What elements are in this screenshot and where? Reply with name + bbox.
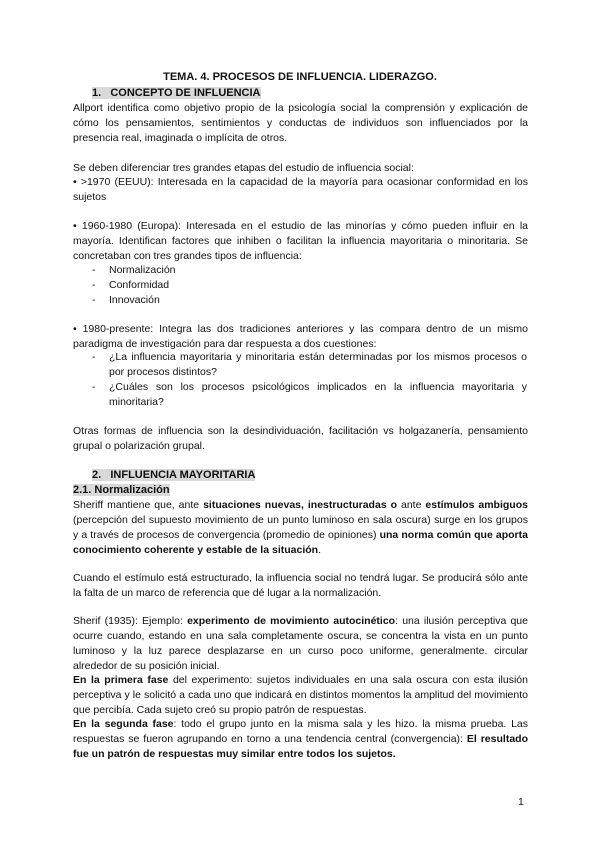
paragraph-other-forms: Otras formas de influencia son la desindividuación, facilitación vs holgazanería, pensamiento grupal o polarización grupal.	[73, 425, 528, 452]
paragraph-sheriff	[73, 498, 528, 558]
subsection-2-1-heading	[73, 483, 170, 498]
bullet-stage-1980-present: • 1980-presente: Integra las dos tradiciones anteriores y las compara dentro de un mismo paradigma de investigación para dar respuesta a dos cuestiones:	[73, 323, 528, 350]
bold-run: En la segunda fase	[73, 718, 174, 730]
section-1-title: CONCEPTO DE INFLUENCIA	[110, 87, 261, 99]
section-1-number: 1.	[92, 87, 102, 99]
bold-run: experimento de movimiento autocinético	[187, 615, 396, 627]
paragraph-structured-stimulus: Cuando el estímulo está estructurado, la influencia social no tendrá lugar. Se producirá sólo ante la falta de un marco de referencia que dé lugar a la normalización.	[73, 572, 528, 599]
paragraph-sherif-example	[73, 614, 528, 674]
paragraph-first-phase	[73, 673, 528, 718]
bold-run: una norma común que aporta conocimiento coherente y estable de la situación	[73, 529, 528, 556]
bold-run: estímulos ambiguos	[425, 499, 528, 511]
text-run: .	[318, 544, 321, 556]
section-1-heading	[92, 86, 261, 101]
question-item: ¿La influencia mayoritaria y minoritaria están determinadas por los mismos procesos o por procesos distintos?	[109, 351, 527, 378]
paragraph-allport: Allport identifica como objetivo propio de la psicología social la comprensión y explicación de cómo los pensamientos, sentimientos y conductas de individuos son influenciados por la presencia real, imaginada o implícita de otros.	[73, 102, 528, 144]
bullet-stage-1960-1980: • 1960-1980 (Europa): Interesada en el estudio de las minorías y cómo pueden influir en la mayoría. Identifican factores que inhiben o facilitan la influencia mayoritaria o minoritaria. Se concretaban con tres grandes tipos de influencia:	[73, 220, 528, 262]
text-run: Sherif (1935): Ejemplo:	[73, 615, 188, 627]
paragraph-stages-intro: Se deben diferenciar tres grandes etapas del estudio de influencia social:	[73, 162, 414, 174]
bold-run: situaciones nuevas, inestructuradas o	[203, 499, 398, 511]
dash-marker: -	[92, 294, 96, 306]
dash-marker: -	[92, 351, 96, 363]
text-run: ante	[397, 499, 426, 511]
dash-marker: -	[92, 264, 96, 276]
paragraph-second-phase	[73, 717, 528, 762]
question-item: ¿Cuáles son los procesos psicológicos implicados en la influencia mayoritaria y minoritaria?	[109, 381, 527, 408]
bold-run: En la primera fase	[73, 674, 169, 686]
text-run: Sheriff mantiene que, ante	[73, 499, 204, 511]
page-number: 1	[518, 796, 524, 808]
text-run: : una ilusión perceptiva que ocurre cuando, estando en una sala completamente oscura, se concentra la vista en un punto luminoso y la luz parece desplazarse en un curso poco uniforme, generalmente. circular alrededor de su posición inicial.	[73, 615, 528, 672]
influence-type-item: Innovación	[109, 294, 160, 306]
document-title: TEMA. 4. PROCESOS DE INFLUENCIA. LIDERAZGO.	[163, 71, 437, 83]
section-2-number: 2.	[92, 469, 102, 481]
bullet-stage-1970: • >1970 (EEUU): Interesada en la capacidad de la mayoría para ocasionar conformidad en los sujetos	[73, 176, 528, 203]
influence-type-item: Conformidad	[109, 279, 170, 291]
bold-run: El resultado fue un patrón de respuestas muy similar entre todos los sujetos.	[73, 733, 528, 760]
section-2-title: INFLUENCIA MAYORITARIA	[110, 469, 256, 481]
text-run: : todo el grupo junto en la misma sala y les hizo. la misma prueba. Las respuestas se fueron agrupando en torno a una tendencia central (convergencia):	[73, 718, 528, 745]
influence-type-item: Normalización	[109, 264, 176, 276]
text-run: del experimento: sujetos individuales en una sala oscura con esta ilusión perceptiva y le solicitó a cada uno que indicará en distintos momentos la amplitud del movimiento que percibía. Cada sujeto creó su propio patrón de respuestas.	[73, 674, 528, 716]
section-2-heading	[92, 468, 255, 483]
dash-marker: -	[92, 381, 96, 393]
dash-marker: -	[92, 279, 96, 291]
subsection-2-1-title: 2.1. Normalización	[73, 484, 170, 496]
text-run: (percepción del supuesto movimiento de un punto luminoso en sala oscura) surge en los grupos y a través de procesos de convergencia (promedio de opiniones)	[73, 514, 528, 541]
